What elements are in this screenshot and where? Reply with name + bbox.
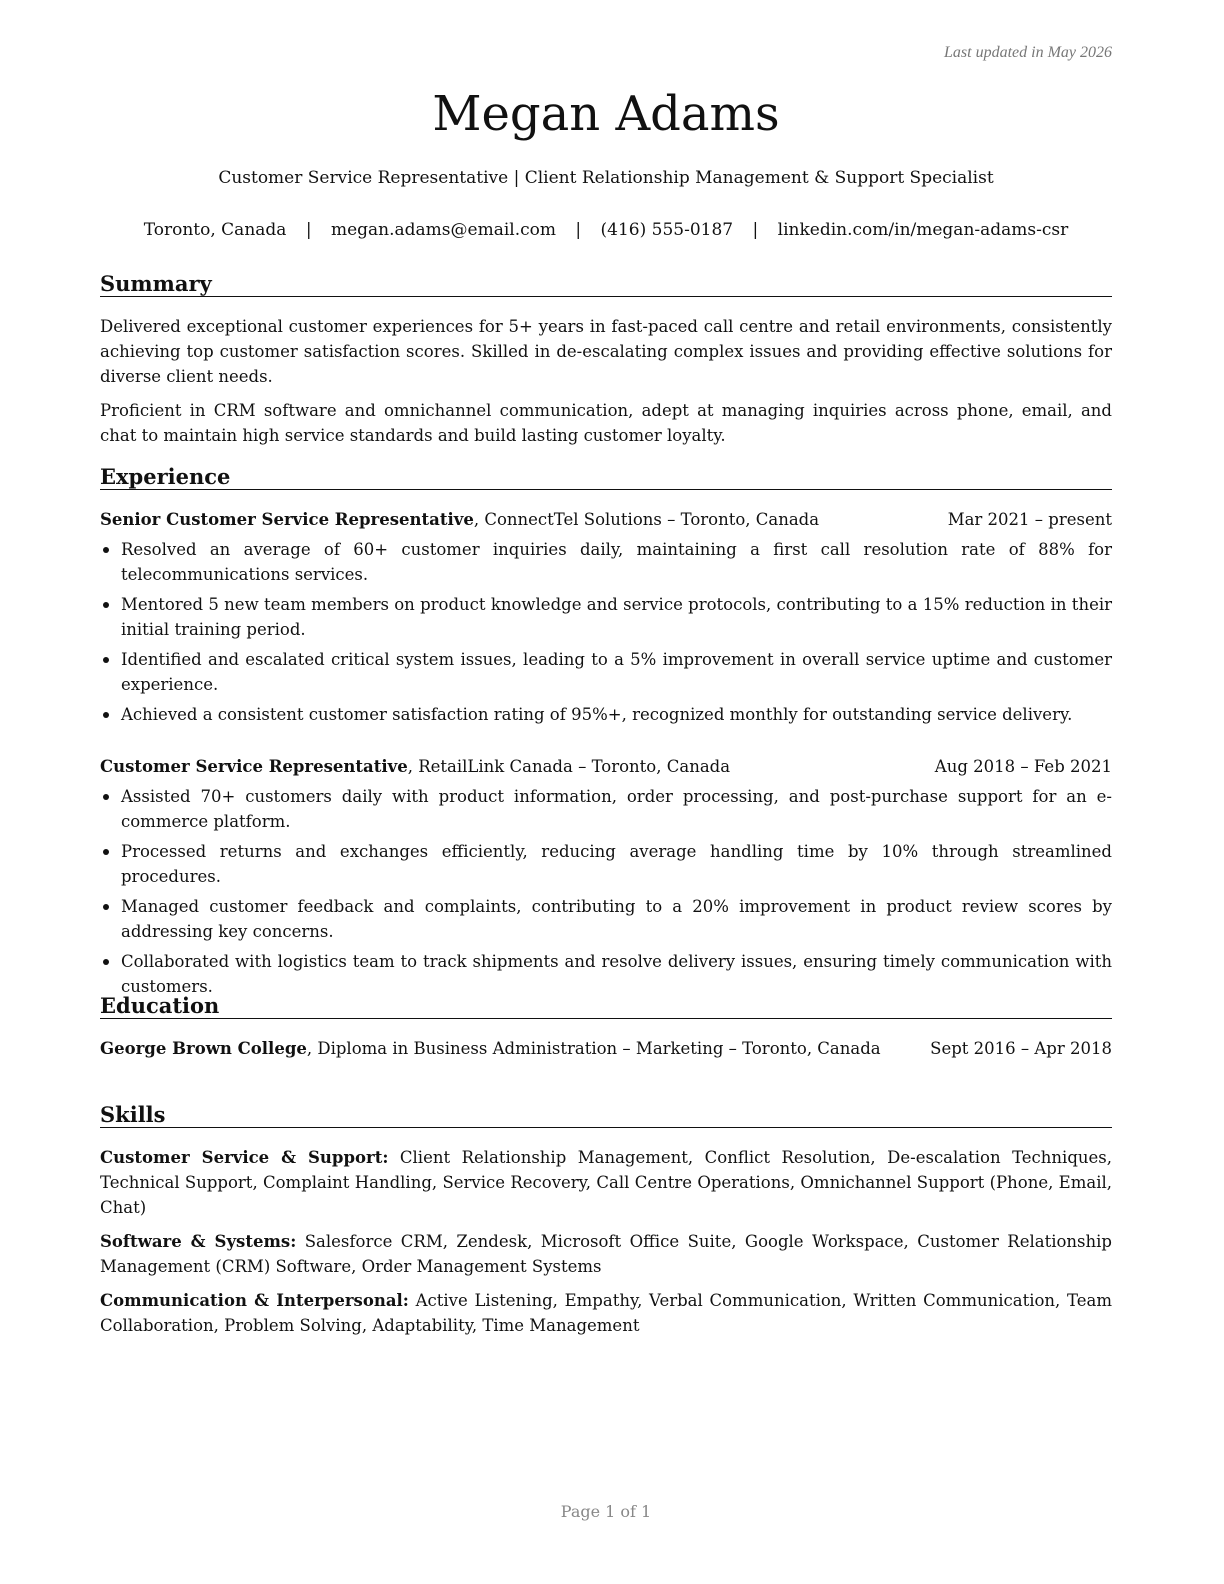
contact-separator: | <box>305 220 312 240</box>
skill-group-text: Active Listening, Empathy, Verbal Communication, Written Communication, Team Collaboration, Problem Solving, Adaptability, Time Management <box>100 1291 1112 1335</box>
bullet-dot-icon <box>103 602 109 608</box>
job-bullet-text: Managed customer feedback and complaints, contributing to a 20% improvement in product review scores by addressing key concerns. <box>121 897 1112 941</box>
job-bullet-text: Identified and escalated critical system issues, leading to a 5% improvement in overall service uptime and customer experience. <box>121 650 1112 694</box>
contact-line <box>100 220 1112 240</box>
contact-location: Toronto, Canada <box>143 220 287 240</box>
skill-group <box>100 1145 1112 1220</box>
job-bullet <box>100 784 1112 834</box>
job-bullet-text: Mentored 5 new team members on product knowledge and service protocols, contributing to a 15% reduction in their initial training period. <box>121 595 1112 639</box>
contact-phone: (416) 555-0187 <box>600 220 734 240</box>
job-bullet <box>100 949 1112 999</box>
summary-paragraph-1: Delivered exceptional customer experiences for 5+ years in fast-paced call centre and retail environments, consistently achieving top customer satisfaction scores. Skilled in de-escalating complex issues and providing effective solutions for diverse client needs. <box>100 317 1112 386</box>
job-bullet-text: Processed returns and exchanges efficiently, reducing average handling time by 10% through streamlined procedures. <box>121 842 1112 886</box>
page-number: Page 1 of 1 <box>560 1502 652 1521</box>
job-bullet <box>100 592 1112 642</box>
summary-heading: Summary <box>100 272 1112 297</box>
job-role: Senior Customer Service Representative <box>100 510 474 529</box>
education-heading: Education <box>100 994 1112 1019</box>
skill-group <box>100 1229 1112 1279</box>
summary-paragraph-2: Proficient in CRM software and omnichannel communication, adept at managing inquiries across phone, email, and chat to maintain high service standards and build lasting customer loyalty. <box>100 401 1112 445</box>
job-bullet-list <box>100 537 1112 732</box>
skill-group-text: Salesforce CRM, Zendesk, Microsoft Office Suite, Google Workspace, Customer Relationship Management (CRM) Software, Order Management Systems <box>100 1232 1112 1276</box>
job-bullet-list <box>100 784 1112 1004</box>
education-institution-line <box>100 1036 890 1061</box>
bullet-dot-icon <box>103 547 109 553</box>
bullet-dot-icon <box>103 657 109 663</box>
bullet-dot-icon <box>103 904 109 910</box>
job-company: , ConnectTel Solutions – Toronto, Canada <box>473 510 820 529</box>
contact-linkedin-link[interactable]: linkedin.com/in/megan-adams-csr <box>777 220 1069 240</box>
job-bullet <box>100 894 1112 944</box>
candidate-headline: Customer Service Representative | Client Relationship Management & Support Specialist <box>218 168 994 188</box>
education-entry <box>100 1036 1112 1061</box>
skills-heading: Skills <box>100 1103 1112 1128</box>
job-bullet <box>100 537 1112 587</box>
skill-group-label: Communication & Interpersonal: <box>100 1291 409 1310</box>
bullet-dot-icon <box>103 712 109 718</box>
bullet-dot-icon <box>103 794 109 800</box>
education-dates: Sept 2016 – Apr 2018 <box>930 1039 1112 1058</box>
job-bullet-text: Assisted 70+ customers daily with product information, order processing, and post-purchase support for an e-commerce platform. <box>121 787 1112 831</box>
education-school: George Brown College <box>100 1039 307 1058</box>
candidate-name: Megan Adams <box>432 86 780 142</box>
job-header <box>100 507 1112 532</box>
job-role: Customer Service Representative <box>100 757 408 776</box>
job-bullet-text: Resolved an average of 60+ customer inquiries daily, maintaining a first call resolution rate of 88% for telecommunications services. <box>121 540 1112 584</box>
job-header <box>100 754 1112 779</box>
last-updated-note: Last updated in May 2026 <box>944 44 1112 61</box>
job-bullet-text: Collaborated with logistics team to track shipments and resolve delivery issues, ensuring timely communication with customers. <box>121 952 1112 996</box>
job-bullet <box>100 839 1112 889</box>
contact-separator: | <box>575 220 582 240</box>
skill-group-label: Customer Service & Support: <box>100 1148 389 1167</box>
skill-group <box>100 1288 1112 1338</box>
job-bullet <box>100 647 1112 697</box>
skill-group-label: Software & Systems: <box>100 1232 297 1251</box>
job-bullet-text: Achieved a consistent customer satisfaction rating of 95%+, recognized monthly for outstanding service delivery. <box>121 705 1073 724</box>
education-detail: , Diploma in Business Administration – Marketing – Toronto, Canada <box>306 1039 881 1058</box>
job-title-line <box>100 507 819 532</box>
experience-heading: Experience <box>100 465 1112 490</box>
job-dates: Mar 2021 – present <box>947 510 1112 529</box>
skill-group-text: Client Relationship Management, Conflict Resolution, De-escalation Techniques, Technical Support, Complaint Handling, Service Recovery, Call Centre Operations, Omnichannel Support (Phone, Email, Chat) <box>100 1148 1112 1217</box>
job-bullet <box>100 702 1112 727</box>
job-title-line <box>100 754 730 779</box>
job-dates: Aug 2018 – Feb 2021 <box>934 757 1112 776</box>
bullet-dot-icon <box>103 959 109 965</box>
resume-page <box>100 0 1112 1584</box>
job-company: , RetailLink Canada – Toronto, Canada <box>407 757 731 776</box>
contact-separator: | <box>752 220 759 240</box>
bullet-dot-icon <box>103 849 109 855</box>
contact-email-link[interactable]: megan.adams@email.com <box>330 220 556 240</box>
